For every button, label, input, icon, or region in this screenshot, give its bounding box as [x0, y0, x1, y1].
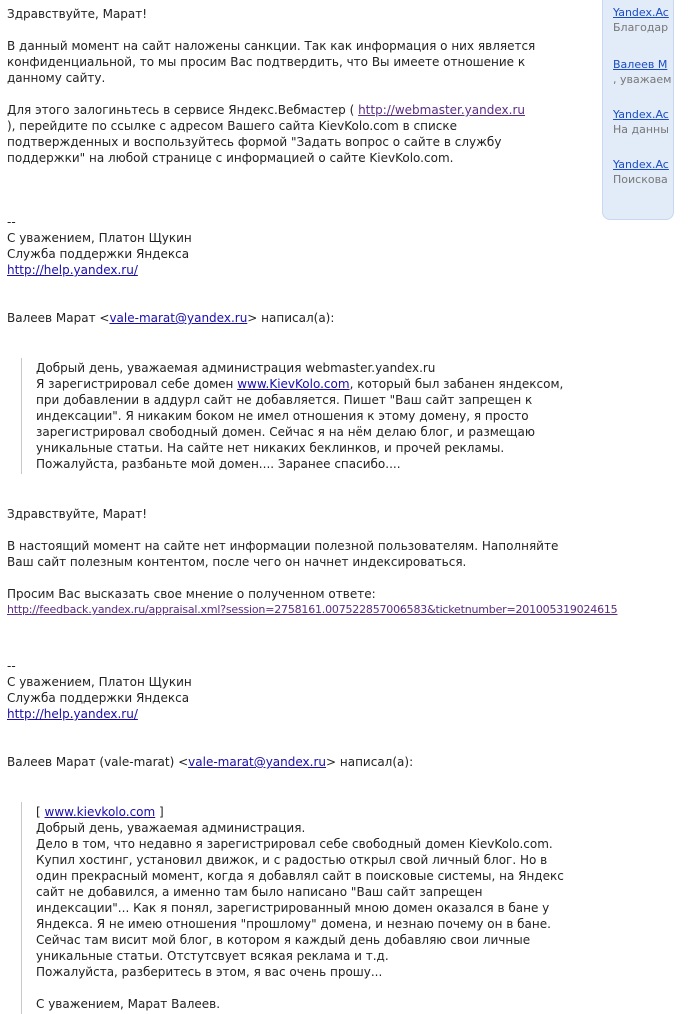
- quote2-line3: Купил хостинг, установил движок, и с радостью открыл свой личный блог. Но в: [36, 853, 548, 867]
- sidebar-message-4-sender[interactable]: Yandex.Ac: [613, 158, 669, 171]
- reply2-p1-line2: Ваш сайт полезным контентом, после чего он начнет индексироваться.: [7, 555, 467, 569]
- reply2-feedback-prompt: Просим Вас высказать свое мнение о полученном ответе:: [7, 587, 376, 601]
- reply2-signature-regards: С уважением, Платон Щукин: [7, 675, 192, 689]
- quote2-signoff: С уважением, Марат Валеев.: [36, 997, 221, 1011]
- reply2-signature-service: Служба поддержки Яндекса: [7, 691, 190, 705]
- quote2-block: [21, 802, 657, 1014]
- help-link[interactable]: http://help.yandex.ru/: [7, 263, 138, 277]
- quote1-header-author: Валеев Марат <: [7, 311, 110, 325]
- quote1-line4: индексации". Я никаким боком не имел отношения к этому домену, я просто: [36, 409, 529, 423]
- quote2-site-line: [36, 804, 657, 820]
- reply2-feedback-line: [7, 602, 657, 618]
- reply1-p1-line2: конфиденциальной, то мы просим Вас подтвердить, что Вы имеете отношение к: [7, 55, 526, 69]
- email-body: [7, 6, 657, 1014]
- feedback-link[interactable]: http://feedback.yandex.ru/appraisal.xml?session=2758161.007522857006583&ticketnumber=201005319024615: [7, 603, 618, 616]
- quote2-line9: уникальные статьи. Отстутсвует всякая реклама и т.д.: [36, 949, 389, 963]
- sidebar-message-1-sender[interactable]: Yandex.Ac: [613, 6, 669, 19]
- reply2-signature-dashes: --: [7, 659, 16, 673]
- reply1-p2-line1: [7, 102, 657, 118]
- quote1-line7: Пожалуйста, разбаньте мой домен.... Заранее спасибо....: [36, 457, 401, 471]
- quote2-line2: Дело в том, что недавно я зарегистрировал себе свободный домен KievKolo.com.: [36, 837, 553, 851]
- quote2-line8: Сейчас там висит мой блог, в котором я каждый день добавляю свои личные: [36, 933, 531, 947]
- quote2-bracket-close: ]: [155, 805, 164, 819]
- reply1-p2-line4: поддержки" на любой странице с информацией о сайте KievKolo.com.: [7, 151, 454, 165]
- quote1-line2-rest: , который был забанен яндексом,: [349, 377, 564, 391]
- quote2-header: [7, 754, 657, 770]
- reply2-greeting: Здравствуйте, Марат!: [7, 507, 148, 521]
- quote2-bracket-open: [: [36, 805, 45, 819]
- quote2-line4: один прекрасный момент, когда я добавлял сайт в поисковые системы, на Яндекс: [36, 869, 564, 883]
- reply1-p2-text: Для этого залогиньтесь в сервисе Яндекс.Вебмастер (: [7, 103, 359, 117]
- quote2-line1: Добрый день, уважаемая администрация.: [36, 821, 306, 835]
- kievkolo-site-link[interactable]: www.kievkolo.com: [44, 805, 156, 819]
- sidebar-message-3-snippet: На данны: [613, 123, 669, 136]
- kievkolo-link[interactable]: www.KievKolo.com: [237, 377, 350, 391]
- quote1-email-link[interactable]: vale-marat@yandex.ru: [109, 311, 248, 325]
- quote1-line3: при добавлении в аддурл сайт не добавляется. Пишет "Ваш сайт запрещен к: [36, 393, 533, 407]
- quote1-line2-text: Я зарегистрировал себе домен: [36, 377, 238, 391]
- sidebar-message-3-sender[interactable]: Yandex.Ac: [613, 108, 669, 121]
- reply1-greeting: Здравствуйте, Марат!: [7, 7, 148, 21]
- quote2-header-author: Валеев Марат (vale-marat) <: [7, 755, 189, 769]
- reply1-signature-regards: С уважением, Платон Щукин: [7, 231, 192, 245]
- help-link-2[interactable]: http://help.yandex.ru/: [7, 707, 138, 721]
- reply2-help-line: [7, 706, 657, 722]
- reply1-p2-line2: ), перейдите по ссылке с адресом Вашего сайта KievKolo.com в списке: [7, 119, 457, 133]
- quote2-line10: Пожалуйста, разберитесь в этом, я вас очень прошу...: [36, 965, 383, 979]
- quote2-email-link[interactable]: vale-marat@yandex.ru: [188, 755, 327, 769]
- quote2-header-wrote: > написал(а):: [326, 755, 414, 769]
- quote1-line6: уникальные статьи. На сайте нет никаких беклинков, и прочей рекламы.: [36, 441, 505, 455]
- sidebar-message-2-sender[interactable]: Валеев М: [613, 58, 668, 71]
- quote2-line5: сайт не добавился, а именно там было написано "Ваш сайт запрещен: [36, 885, 483, 899]
- reply1-p1-line1: В данный момент на сайт наложены санкции. Так как информация о них является: [7, 39, 536, 53]
- quote2-line7: Яндекса. Я не имею отношения "прошлому" домена, и незнаю почему он в бане.: [36, 917, 551, 931]
- quote1-block: [21, 358, 657, 474]
- reply1-p2-line3: подтвержденных и воспользуйтесь формой "Задать вопрос о сайте в службу: [7, 135, 502, 149]
- webmaster-link[interactable]: http://webmaster.yandex.ru: [358, 103, 525, 117]
- sidebar-message-1-snippet: Благодар: [613, 21, 669, 34]
- reply1-signature-service: Служба поддержки Яндекса: [7, 247, 190, 261]
- reply1-signature-dashes: --: [7, 215, 16, 229]
- quote1-header: [7, 310, 657, 326]
- reply1-help-line: [7, 262, 657, 278]
- quote1-header-wrote: > написал(а):: [247, 311, 335, 325]
- quote1-line1: Добрый день, уважаемая администрация webmaster.yandex.ru: [36, 361, 436, 375]
- sidebar-message-2-snippet: , уважаем: [613, 73, 672, 86]
- quote1-line5: зарегистрировал свободный домен. Сейчас я на нём делаю блог, и размещаю: [36, 425, 535, 439]
- reply2-p1-line1: В настоящий момент на сайте нет информации полезной пользователям. Наполняйте: [7, 539, 559, 553]
- sidebar-message-4-snippet: Поискова: [613, 173, 668, 186]
- quote1-line2: [36, 376, 657, 392]
- quote2-line6: индексации"... Как я понял, зарегистрированный мною домен оказался в бане у: [36, 901, 550, 915]
- reply1-p1-line3: данному сайту.: [7, 71, 106, 85]
